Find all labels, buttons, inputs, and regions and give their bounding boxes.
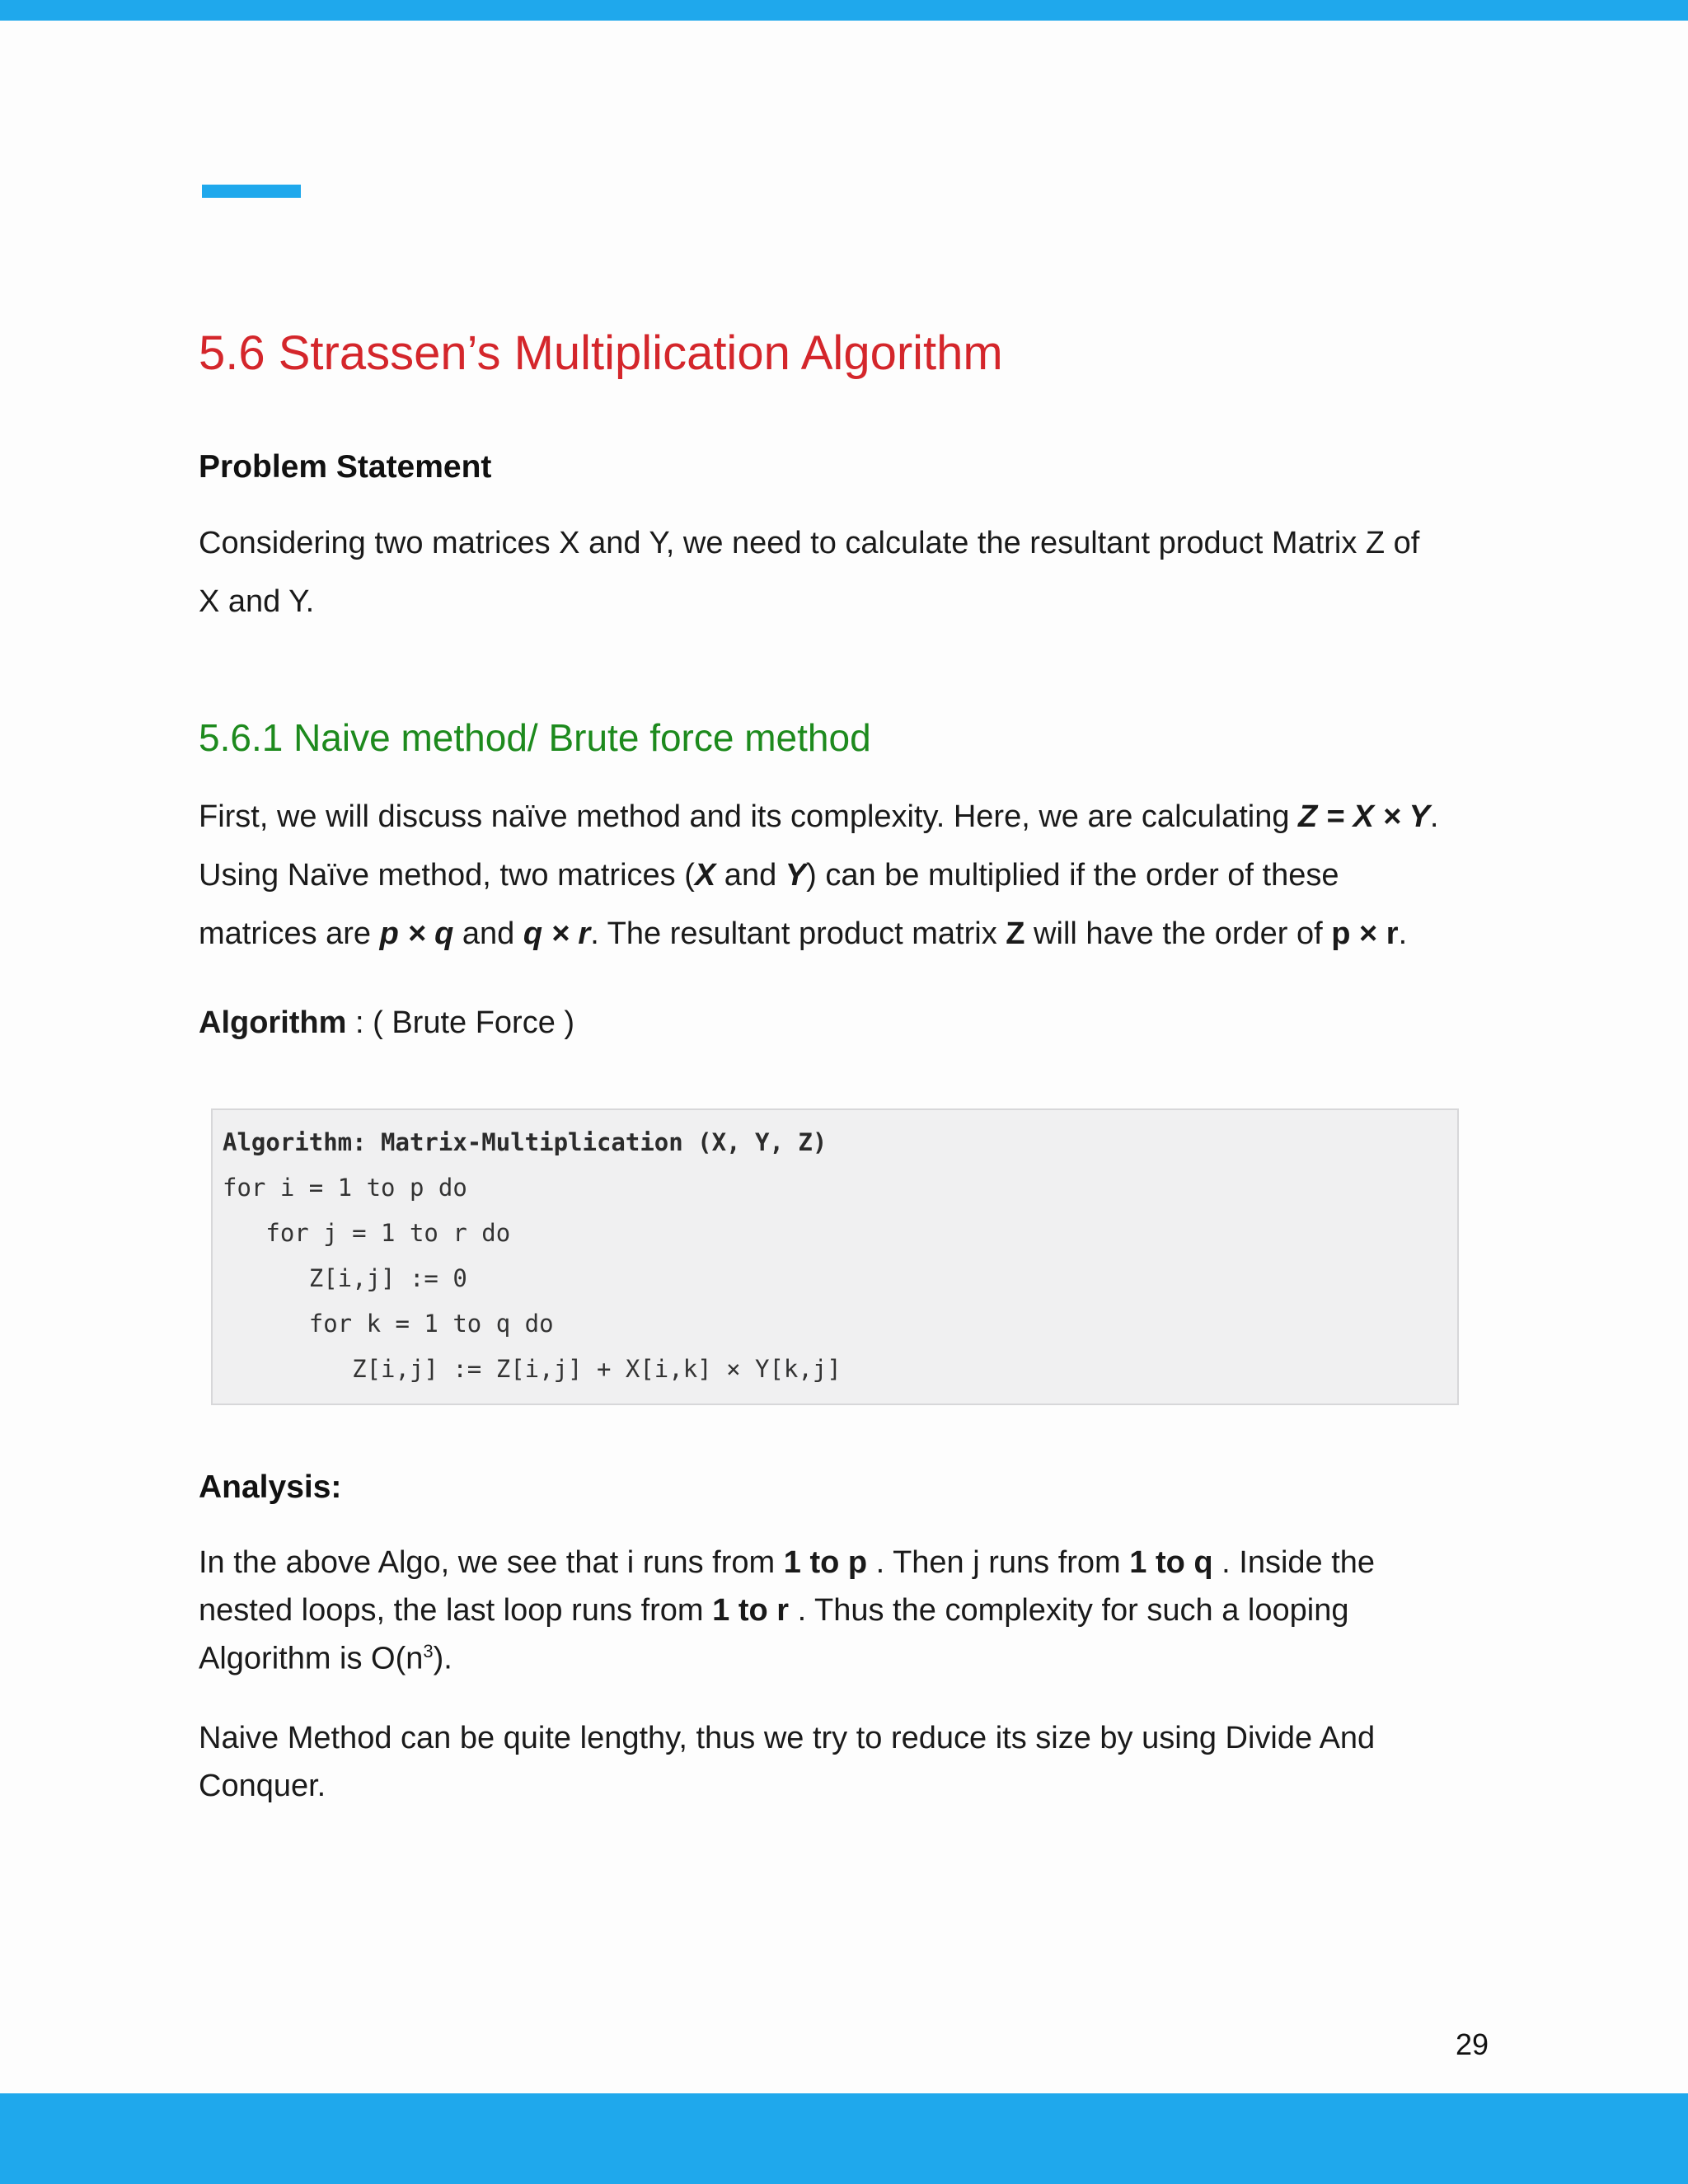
analysis-line-3 — [199, 1641, 1493, 1677]
text-run: First, we will discuss naïve method and its complexity. Here, we are calculating — [199, 799, 1299, 834]
text-run: . Inside the — [1212, 1545, 1376, 1580]
range-1-to-r: 1 to r — [712, 1593, 790, 1628]
code-line: for i = 1 to p do — [223, 1174, 467, 1202]
text-run: will have the order of — [1025, 916, 1332, 951]
top-banner — [0, 0, 1688, 21]
problem-text-line-1: Considering two matrices X and Y, we need to calculate the resultant product Matrix Z of — [199, 526, 1420, 560]
formula-z-equals-x-times-y: Z = X × Y — [1298, 799, 1430, 834]
order-p-by-q: p × q — [379, 916, 454, 951]
analysis-heading: Analysis: — [199, 1469, 342, 1505]
text-run: and — [453, 916, 523, 951]
naive-paragraph-line-3 — [199, 916, 1493, 952]
algorithm-label: Algorithm — [199, 1005, 347, 1040]
order-q-by-r: q × r — [523, 916, 591, 951]
analysis-line-1 — [199, 1545, 1493, 1581]
code-line: for k = 1 to q do — [223, 1310, 554, 1338]
bottom-banner — [0, 2093, 1688, 2184]
range-1-to-p: 1 to p — [783, 1545, 868, 1580]
matrix-z: Z — [1006, 916, 1025, 951]
code-line: Z[i,j] := 0 — [223, 1264, 467, 1292]
range-1-to-q: 1 to q — [1129, 1545, 1213, 1580]
text-run: and — [715, 858, 785, 893]
naive-paragraph-line-1 — [199, 799, 1493, 835]
problem-text-line-2: X and Y. — [199, 584, 315, 619]
algorithm-label-line — [199, 1005, 1493, 1041]
text-run: matrices are — [199, 916, 380, 951]
analysis-line-2 — [199, 1593, 1493, 1629]
text-run: In the above Algo, we see that i runs from — [199, 1545, 784, 1580]
algorithm-label-rest: : ( Brute Force ) — [346, 1005, 575, 1040]
text-run: . Thus the complexity for such a looping — [789, 1593, 1349, 1628]
text-run: Algorithm is O(n — [199, 1641, 424, 1676]
text-run: ) can be multiplied if the order of these — [806, 858, 1339, 893]
page-number: 29 — [1455, 2027, 1489, 2061]
accent-dash — [202, 185, 301, 198]
naive-method-line-2: Conquer. — [199, 1769, 326, 1803]
problem-heading: Problem Statement — [199, 449, 492, 485]
order-p-by-r: p × r — [1331, 916, 1399, 951]
section-title: 5.6 Strassen’s Multiplication Algorithm — [199, 326, 1003, 380]
exponent: 3 — [423, 1641, 434, 1661]
text-run: ). — [433, 1641, 452, 1676]
algorithm-code-block — [211, 1108, 1459, 1405]
text-run: . Then j runs from — [867, 1545, 1130, 1580]
text-run: Using Naïve method, two matrices ( — [199, 858, 695, 893]
subsection-title: 5.6.1 Naive method/ Brute force method — [199, 716, 871, 759]
matrix-y: Y — [785, 858, 807, 893]
text-run: . — [1398, 916, 1408, 951]
naive-method-line-1: Naive Method can be quite lengthy, thus we try to reduce its size by using Divide And — [199, 1721, 1376, 1755]
naive-paragraph-line-2 — [199, 858, 1493, 893]
text-run: . The resultant product matrix — [590, 916, 1006, 951]
code-line: Algorithm: Matrix-Multiplication (X, Y, Z) — [223, 1128, 828, 1156]
text-run: . — [1429, 799, 1439, 834]
matrix-x: X — [694, 858, 716, 893]
code-line: Z[i,j] := Z[i,j] + X[i,k] × Y[k,j] — [223, 1355, 842, 1383]
code-line: for j = 1 to r do — [223, 1219, 511, 1247]
text-run: nested loops, the last loop runs from — [199, 1593, 713, 1628]
